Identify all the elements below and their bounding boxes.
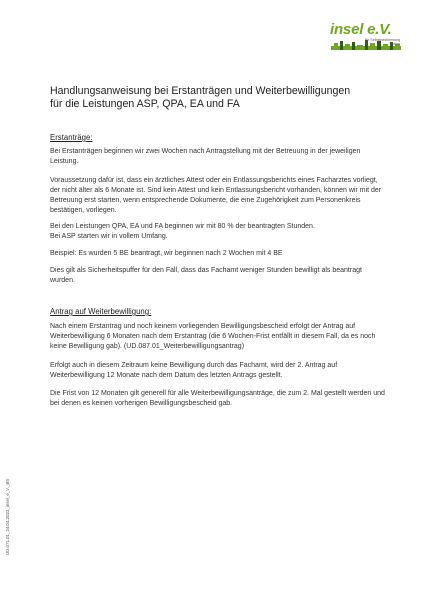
paragraph-text: Nach einem Erstantrag und noch keinem vorliegenden Bewilligungsbescheid erfolgt der Antrag auf Weiterbewilligung 6 Monaten nach dem Erstantrag (die 6 Wochen-Frist entfällt in diesem Fall, da es noch keine Bewilligung gab). (UD.087.01_Weiterbewilligungsantrag) (50, 323, 376, 350)
paragraph (50, 361, 385, 381)
document-title (50, 85, 390, 111)
document-code: UD.071.01_24.04.2023_insel_e_V._BS (5, 478, 10, 555)
paragraph-text: Die Frist von 12 Monaten gilt generell für alle Weiterbewilligungsanträge, die zum 2. Mal gestellt werden und bei denen es keinen vorherigen Bewilligungsbescheid gab. (50, 390, 385, 407)
logo-subtitle: für Selbstbestimmung leben (365, 38, 400, 46)
paragraph-text: Erfolgt auch in diesem Zeitraum keine Bewilligung durch das Fachamt, wird der 2. Antrag auf Weiterbewilligung 12 Monate nach dem Datum des letzten Antrags gestellt. (50, 362, 338, 379)
paragraph-text: Beispiel: Es wurden 5 BE beantragt, wir beginnen nach 2 Wochen mit 4 BE (50, 250, 283, 257)
logo-name: insel e.V. (330, 21, 392, 38)
paragraph (50, 176, 385, 216)
paragraph (50, 249, 385, 259)
paragraph-text: Bei ASP starten wir in vollem Umfang. (50, 233, 168, 240)
paragraph (50, 147, 385, 167)
section-heading-erstantraege: Erstanträge: (50, 133, 93, 142)
paragraph-text: Bei Erstanträgen beginnen wir zwei Wochen nach Antragstellung mit der Betreuung in der jeweiligen Leistung. (50, 148, 361, 165)
paragraph (50, 266, 385, 286)
paragraph-text: Dies gilt als Sicherheitspuffer für den Fall, dass das Fachamt weniger Stunden bewilligt als beantragt wurden. (50, 267, 362, 284)
title-line-2: für die Leistungen ASP, QPA, EA und FA (50, 98, 240, 110)
paragraph-text: Voraussetzung dafür ist, dass ein ärztliches Attest oder ein Entlassungsberichts eines Facharztes vorliegt, der nicht älter als 6 Monate ist. Sind kein Attest und kein Entlassungsbericht vorhanden, können wir mit der Betreuung erst starten, wenn entsprechende Dokumente, die eine Zugehörigkeit zum Personenkreis bestätigen, vorliegen. (50, 177, 382, 214)
paragraph (50, 222, 385, 242)
paragraph (50, 389, 385, 409)
title-line-1: Handlungsanweisung bei Erstanträgen und Weiterbewilligungen (50, 85, 351, 97)
paragraph (50, 322, 385, 352)
section-heading-weiterbewilligung: Antrag auf Weiterbewilligung: (50, 307, 152, 316)
paragraph-text: Bei den Leistungen QPA, EA und FA beginnen wir mit 80 % der beantragten Stunden. (50, 223, 315, 230)
